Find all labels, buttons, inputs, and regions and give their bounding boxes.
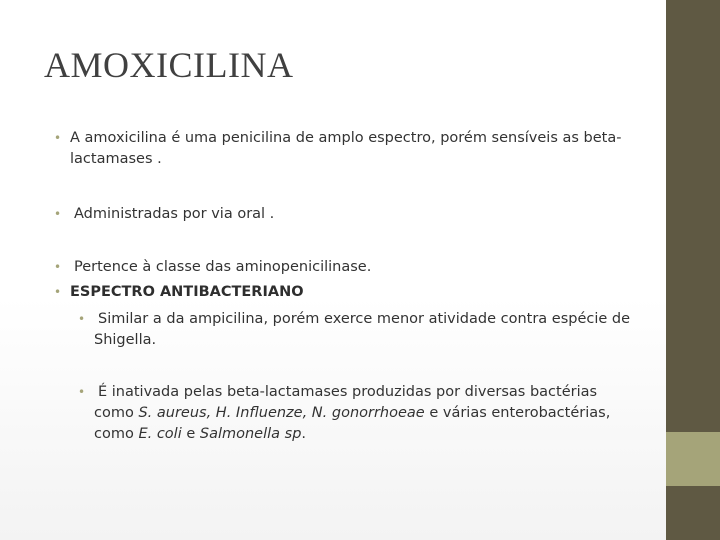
text-run-italic: E. coli [138,426,182,442]
sub-bullet-2-line-3 [94,424,306,445]
sub-bullet-2-line-1: É inativada pelas beta-lactamases produzidas por diversas bactérias [98,384,598,400]
bullet-dot: • [54,260,62,274]
text-run: como [94,405,139,421]
bullet-dot: • [54,207,62,221]
bullet-1-line-2: lactamases . [70,151,162,167]
sub-bullet-dot: • [78,385,86,399]
sub-bullet-1-line-1: Similar a da ampicilina, porém exerce menor atividade contra espécie de [98,311,631,327]
bullet-dot: • [54,285,62,299]
sub-bullet-1-line-2: Shigella. [94,332,157,348]
bullet-4-heading: ESPECTRO ANTIBACTERIANO [70,284,304,300]
text-run: e [181,426,200,442]
bullet-dot: • [54,131,62,145]
text-run-italic: Salmonella sp [199,426,302,442]
bullet-1-line-1: A amoxicilina é uma penicilina de amplo espectro, porém sensíveis as beta- [70,130,622,146]
text-run: como [94,426,139,442]
decorative-sidebar [666,0,720,540]
text-run: e várias enterobactérias, [424,405,611,421]
text-run-italic: S. aureus, H. Influenze, N. gonorrhoeae [138,405,425,421]
text-run: . [301,426,307,442]
bullet-2: Administradas por via oral . [74,206,275,222]
decorative-sidebar-accent [666,432,720,486]
sub-bullet-2-line-2 [94,403,610,424]
bullet-3: Pertence à classe das aminopenicilinase. [74,259,372,275]
sub-bullet-dot: • [78,312,86,326]
slide-title: AMOXICILINA [44,45,294,85]
